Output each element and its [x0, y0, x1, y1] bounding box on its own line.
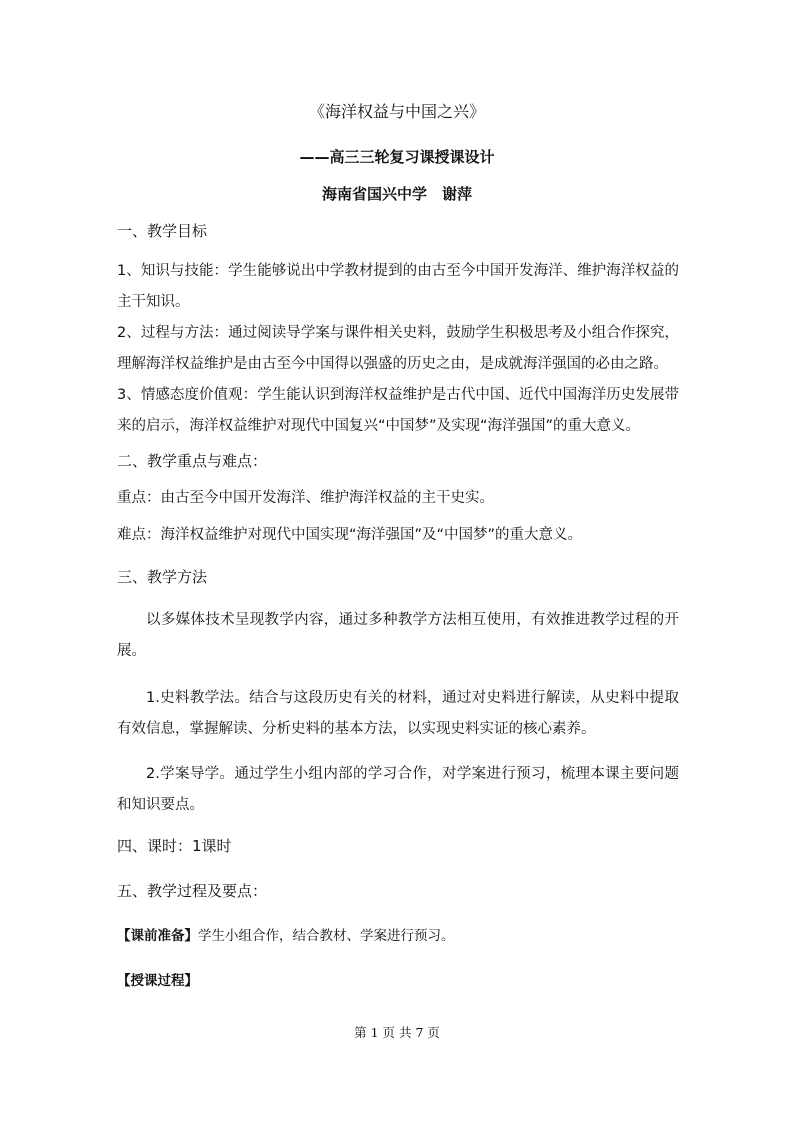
prep-paragraph	[117, 925, 679, 947]
section-heading-goals: 一、教学目标	[117, 222, 208, 240]
goal-knowledge-skills: 1、知识与技能：学生能够说出中学教材提到的由古至今中国开发海洋、维护海洋权益的主干知识。	[117, 263, 679, 310]
key-point: 重点：由古至今中国开发海洋、维护海洋权益的主干史实。	[117, 490, 494, 506]
document-author: 海南省国兴中学 谢萍	[321, 185, 472, 203]
difficulty-point: 难点：海洋权益维护对现代中国实现“海洋强国”及“中国梦”的重大意义。	[117, 527, 583, 543]
document-subtitle: ——高三三轮复习课授课设计	[299, 148, 495, 166]
prep-text: 学生小组合作，结合教材、学案进行预习。	[198, 928, 455, 944]
section-heading-methods: 三、教学方法	[117, 568, 208, 586]
goal-process-methods: 2、过程与方法：通过阅读导学案与课件相关史料，鼓励学生积极思考及小组合作探究，理解海洋权益维护是由古至今中国得以强盛的历史之由，是成就海洋强国的必由之路。	[117, 325, 679, 372]
document-title: 《海洋权益与中国之兴》	[308, 102, 485, 121]
prep-label: 【课前准备】	[117, 928, 198, 944]
goal-values: 3、情感态度价值观：学生能认识到海洋权益维护是古代中国、近代中国海洋历史发展带来的启示，海洋权益维护对现代中国复兴“中国梦”及实现“海洋强国”的重大意义。	[117, 387, 679, 434]
section-heading-key-points: 二、教学重点与难点：	[117, 452, 268, 470]
teaching-process-label: 【授课过程】	[117, 973, 198, 989]
method-guided-learning: 2.学案导学。通过学生小组内部的学习合作，对学案进行预习，梳理本课主要问题和知识要点。	[117, 766, 679, 813]
section-heading-process: 五、教学过程及要点：	[117, 882, 268, 900]
method-historical-materials: 1.史料教学法。结合与这段历史有关的材料，通过对史料进行解读，从史料中提取有效信息，掌握解读、分析史料的基本方法，以实现史料实证的核心素养。	[117, 690, 679, 737]
page-footer: 第 1 页 共 7 页	[354, 1025, 440, 1040]
method-intro: 以多媒体技术呈现教学内容，通过多种教学方法相互使用，有效推进教学过程的开展。	[117, 612, 679, 659]
section-heading-hours: 四、课时：1课时	[117, 837, 232, 855]
